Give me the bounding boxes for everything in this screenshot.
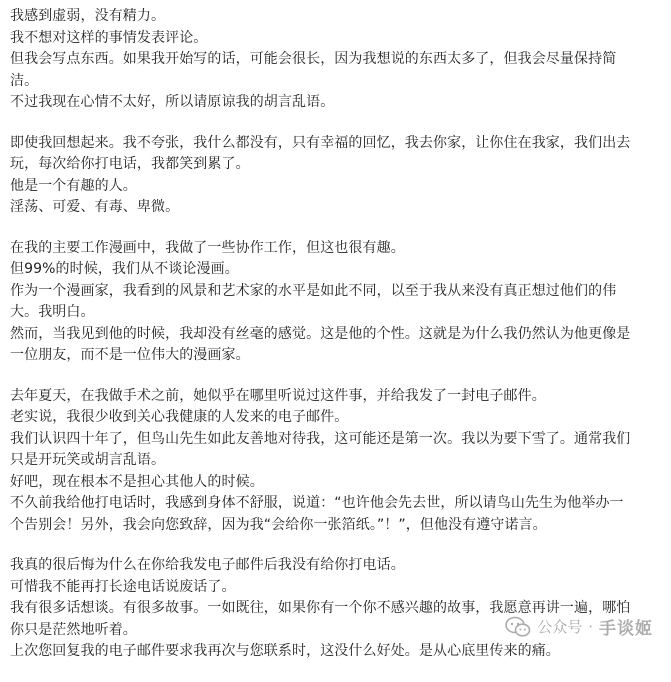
text-line: 然而，当我见到他的时候，我却没有丝毫的感觉。这是他的个性。这就是为什么我仍然认为他更像是 (10, 325, 631, 342)
text-line: 洁。 (10, 72, 39, 89)
text-line: 不过我现在心情不太好，所以请原谅我的胡言乱语。 (10, 94, 335, 110)
text-line: 上次您回复我的电子邮件要求我再次与您联系时，这没什么好处。是从心底里传来的痛。 (10, 643, 560, 659)
watermark (505, 614, 653, 639)
paragraph-3 (10, 238, 660, 367)
wechat-official-account-icon (505, 616, 531, 638)
text-line: 他是一个有趣的人。 (10, 177, 137, 194)
text-line: 不久前我给他打电话时，我感到身体不舒服，说道：“也许他会先去世，所以请鸟山先生为他举办一 (10, 495, 624, 511)
text-line: 淫荡、可爱、有毒、卑微。 (10, 199, 180, 215)
text-line: 我有很多话想谈。有很多故事。一如既往，如果你有一个你不感兴趣的故事，我愿意再讲一遍，哪怕 (10, 600, 631, 616)
text-line: 我们认识四十年了，但鸟山先生如此友善地对待我，这可能还是第一次。我以为要下雪了。通常我们 (10, 430, 631, 447)
text-line: 老实说，我很少收到关心我健康的人发来的电子邮件。 (10, 409, 349, 425)
text-line: 好吧，现在根本不是担心其他人的时候。 (10, 473, 264, 490)
text-line: 我感到虚弱，没有精力。 (10, 8, 166, 24)
watermark-separator: · (588, 617, 593, 636)
text-line: 只是开玩笑或胡言乱语。 (10, 452, 166, 468)
text-line: 大。我明白。 (10, 304, 95, 320)
text-line: 作为一个漫画家，我看到的风景和艺术家的水平是如此不同，以至于我从来没有真正想过他们的伟 (10, 282, 617, 299)
text-line: 个告别会！另外，我会向您致辞，因为我“会给你一张箔纸。”！”，但他没有遵守诺言。 (10, 516, 547, 533)
text-line: 我真的很后悔为什么在你给我发电子邮件后我没有给你打电话。 (10, 557, 405, 573)
text-line: 即使我回想起来。我不夸张，我什么都没有，只有幸福的回忆，我去你家，让你住在我家，我们出去 (10, 134, 631, 151)
text-line: 但99%的时候，我们从不谈论漫画。 (10, 261, 239, 277)
paragraph-5 (10, 555, 660, 663)
text-line: 你只是茫然地听着。 (10, 621, 137, 638)
paragraph-1 (10, 6, 660, 114)
watermark-platform: 公众号 (537, 618, 583, 636)
text-line: 一位朋友，而不是一位伟大的漫画家。 (10, 347, 250, 363)
text-line: 可惜我不能再打长途电话说废话了。 (10, 578, 236, 595)
text-line: 玩，每次给你打电话，我都笑到累了。 (10, 156, 250, 172)
text-line: 去年夏天，在我做手术之前，她似乎在哪里听说过这件事，并给我发了一封电子邮件。 (10, 387, 546, 404)
paragraph-2 (10, 133, 660, 219)
watermark-author: 手谈姬 (599, 619, 653, 639)
text-line: 在我的主要工作漫画中，我做了一些协作工作，但这也很有趣。 (10, 239, 405, 256)
text-line: 但我会写点东西。如果我开始写的话，可能会很长，因为我想说的东西太多了，但我会尽量保持简 (10, 51, 617, 67)
article-body (10, 6, 660, 682)
text-line: 我不想对这样的事情发表评论。 (10, 29, 208, 46)
paragraph-4 (10, 386, 660, 537)
